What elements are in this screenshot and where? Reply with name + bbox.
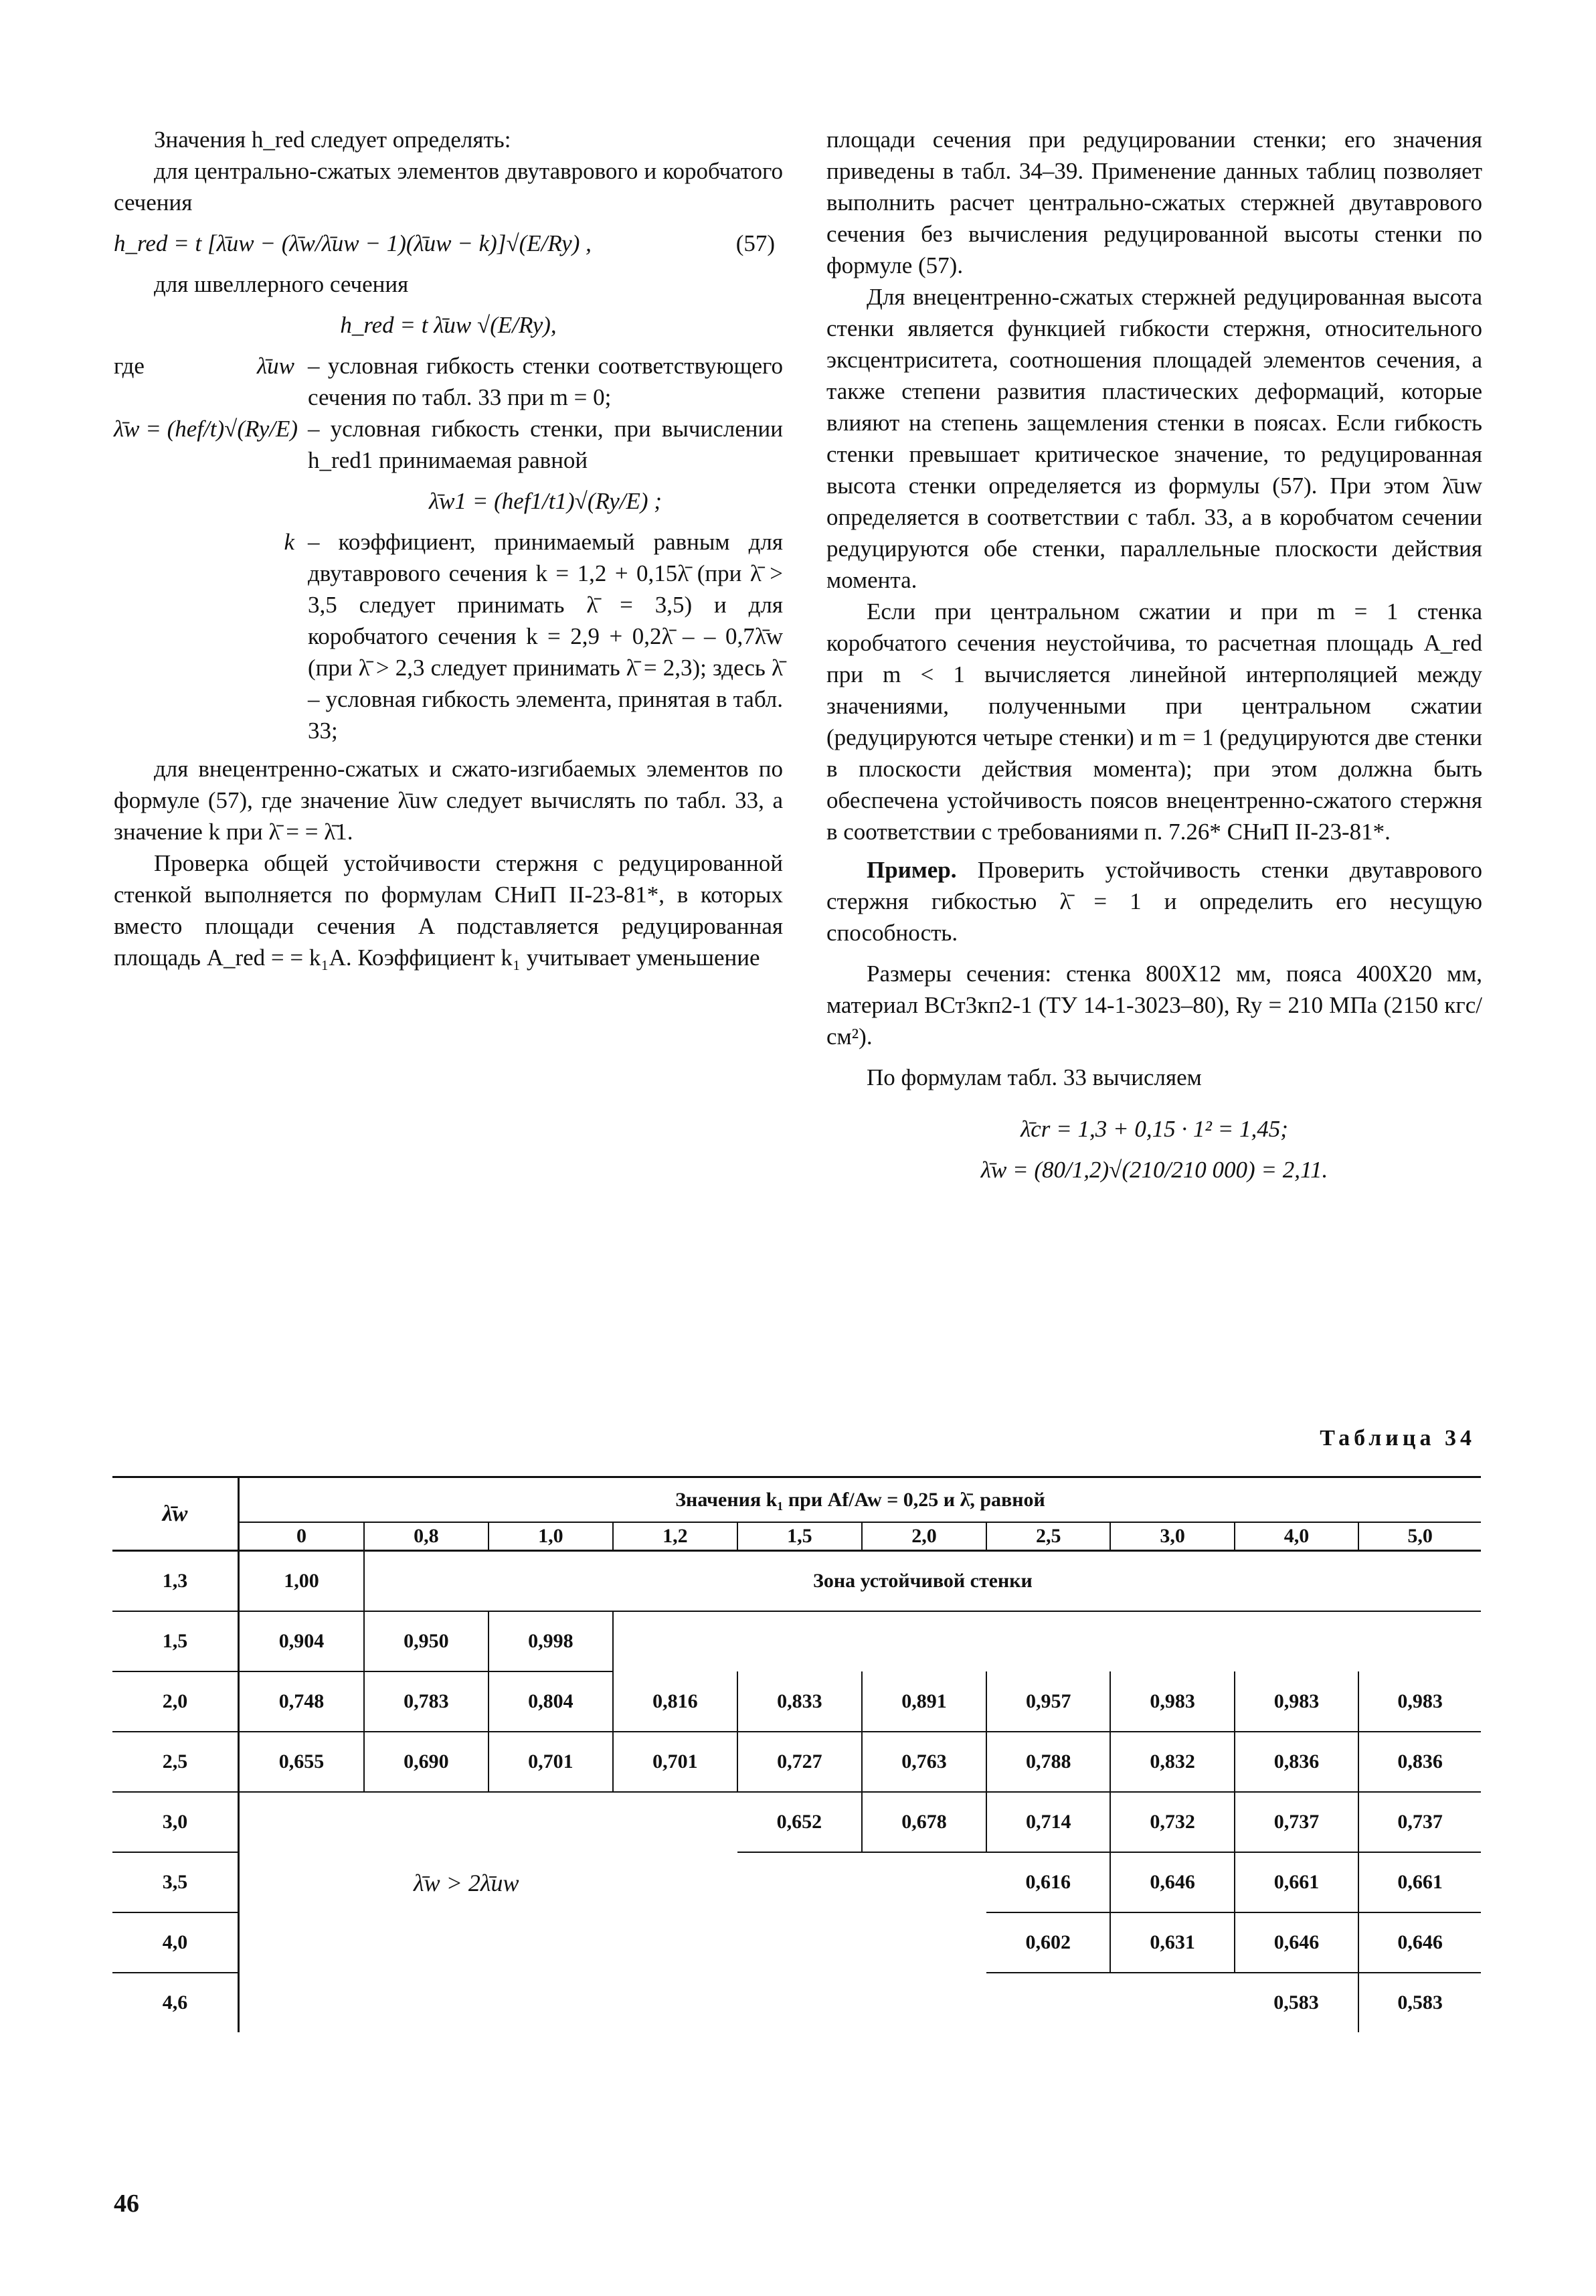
table-caption: Таблица 34 — [1320, 1426, 1476, 1451]
table-cell: 0,732 — [1110, 1792, 1234, 1852]
table-cell: 0,748 — [239, 1671, 364, 1732]
table-cell: 0,983 — [1358, 1671, 1481, 1732]
blank-cell — [613, 1611, 1481, 1671]
def3-text: – коэффициент, принимаемый равным для двутаврового сечения k = 1,2 + 0,15λ̄ (при λ̄ > 3,5 следует принимать λ̄ = 3,5) и для коробчатого сечения k = 2,9 + 0,2λ̄ – – 0,7λ̄w (при λ̄ > 2,3 следует принимать λ̄ = 2,3); здесь λ̄ – условная гибкость элемента, принятая в табл. 33; — [308, 529, 783, 744]
table-cell: 0,950 — [364, 1611, 489, 1671]
calc-lambda-w: λ̄w = (80/1,2)√(210/210 000) = 2,11. — [980, 1157, 1328, 1183]
unstable-region-label: λ̄w > 2λ̄uw — [414, 1869, 519, 1896]
column-header: 4,0 — [1235, 1522, 1358, 1551]
table-cell: 0,714 — [986, 1792, 1110, 1852]
table-cell: 0,583 — [1235, 1973, 1358, 2032]
table-cell: 0,631 — [1110, 1912, 1234, 1973]
stability-check-paragraph: Проверка общей устойчивости стержня с редуцированной стенкой выполняется по формулам СНиП II-23-81*, в которых вместо площади сечения A подставляется редуцированная площадь A_red = = k₁A. Коэффициент k₁ учитывает уменьшение — [114, 850, 783, 971]
row-lambda: 1,3 — [112, 1551, 239, 1612]
row-lambda: 1,5 — [112, 1611, 239, 1671]
formula-57-number: (57) — [735, 230, 775, 256]
formula-57-rhs: [λ̄uw − (λ̄w/λ̄uw − 1)(λ̄uw − k)]√(E/Ry) , — [207, 230, 592, 256]
table-cell: 0,737 — [1235, 1792, 1358, 1852]
table-cell: 0,816 — [613, 1671, 737, 1732]
table-cell: 0,836 — [1235, 1732, 1358, 1792]
stable-zone-label: Зона устойчивой стенки — [364, 1551, 1481, 1612]
def2-text: – условная гибкость стенки, при вычислении h_red1 принимаемая равной λ̄w1 = (hef1/t1)√(Ry/E) ; — [308, 413, 783, 526]
intro-text: Значения h_red следует определять: — [154, 127, 511, 153]
table-cell: 0,727 — [737, 1732, 862, 1792]
table-cell: 0,833 — [737, 1671, 862, 1732]
left-column — [114, 124, 783, 973]
def1-text: – условная гибкость стенки соответствующего сечения по табл. 33 при m = 0; — [308, 353, 783, 410]
right-column — [826, 124, 1482, 1195]
def2-symbol: λ̄w = (hef/t)√(Ry/E) — [114, 416, 298, 442]
table-cell: 0,602 — [986, 1912, 1110, 1973]
table-row — [112, 1611, 1481, 1671]
column-header: 1,5 — [737, 1522, 862, 1551]
table-cell: 0,788 — [986, 1732, 1110, 1792]
column-header: 0 — [239, 1522, 364, 1551]
table-cell: 0,583 — [1397, 1991, 1443, 2014]
example-paragraph — [826, 854, 1482, 949]
table-cell: 0,616 — [986, 1852, 1110, 1912]
column-header: 2,5 — [986, 1522, 1110, 1551]
calc-intro: По формулам табл. 33 вычисляем — [867, 1064, 1202, 1090]
table-cell: 0,763 — [862, 1732, 986, 1792]
table-cell: 0,737 — [1358, 1792, 1481, 1852]
where-label: где λ̄uw — [114, 350, 301, 413]
column-header: 0,8 — [364, 1522, 489, 1551]
table-cell: 0,701 — [613, 1732, 737, 1792]
case-eccentric-compression: для внецентренно-сжатых и сжато-изгибаемых элементов по формуле (57), где значение λ̄uw следует вычислять по табл. 33, а значение k при λ̄ = = λ̄1. — [114, 756, 783, 845]
table-cell: 0,983 — [1110, 1671, 1234, 1732]
table-row — [112, 1792, 1481, 1852]
table-cell: 0,655 — [239, 1732, 364, 1792]
blank-cell — [239, 1792, 737, 1852]
calc-lambda-cr: λ̄cr = 1,3 + 0,15 · 1² = 1,45; — [1021, 1116, 1288, 1142]
group-header: Значения k₁ при Af/Aw = 0,25 и λ̄, равной — [239, 1477, 1482, 1523]
blank-cell — [239, 1912, 987, 1973]
table-row — [112, 1671, 1481, 1732]
table-cell: 0,646 — [1358, 1912, 1481, 1973]
column-header: 1,2 — [613, 1522, 737, 1551]
page-number: 46 — [114, 2190, 139, 2218]
formula-channel: h_red = t λ̄uw √(E/Ry), — [340, 312, 557, 338]
column-header: 3,0 — [1110, 1522, 1234, 1551]
section-dimensions: Размеры сечения: стенка 800X12 мм, пояса 400X20 мм, материал ВСт3кп2-1 (ТУ 14-1-3023–80), Ry = 210 МПа (2150 кгс/см²). — [826, 961, 1482, 1050]
table-row — [112, 1912, 1481, 1973]
table-row — [112, 1551, 1481, 1612]
table-cell: 0,983 — [1235, 1671, 1358, 1732]
row-lambda: 4,6 — [112, 1973, 239, 2032]
case-channel-section: для швеллерного сечения — [154, 271, 409, 297]
row-lambda: 3,0 — [112, 1792, 239, 1852]
def3-symbol: k — [284, 529, 294, 555]
right-paragraph-2: Для внецентренно-сжатых стержней редуцированная высота стенки является функцией гибкости стержня, относительного эксцентриситета, соотношения площадей элементов сечения, а также степени развития пластических деформаций, которые влияют на степень защемления стенки в поясах. Если гибкость стенки превышает критическое значение, то редуцированная высота стенки определяется из формулы (57). При этом λ̄uw определяется в соответствии с табл. 33, а в коробчатом сечении редуцируются обе стенки, параллельные плоскости действия момента. — [826, 284, 1482, 593]
right-paragraph-3: Если при центральном сжатии и при m = 1 стенка коробчатого сечения неустойчива, то расчетная площадь A_red при m < 1 вычисляется линейной интерполяцией между значениями, полученными при центральном сжатии (редуцируются четыре стенки) и m = 1 (редуцируются две стенки в плоскости действия момента); при этом должна быть обеспечена устойчивость поясов внецентренно-сжатого стержня в соответствии с требованиями п. 7.26* СНиП II-23-81*. — [826, 598, 1482, 845]
example-text: Проверить устойчивость стенки двутаврового стержня гибкостью λ̄ = 1 и определить его несущую способность. — [826, 857, 1483, 946]
row-header: λ̄w — [112, 1477, 239, 1551]
table-cell: 0,701 — [489, 1732, 613, 1792]
case-central-compression: для центрально-сжатых элементов двутаврового и коробчатого сечения — [114, 158, 783, 216]
table-body — [112, 1551, 1481, 2033]
formula-57 — [114, 228, 783, 259]
table-cell: 0,690 — [364, 1732, 489, 1792]
column-header-row — [112, 1522, 1481, 1551]
table-cell: 0,678 — [862, 1792, 986, 1852]
table-cell: 0,652 — [737, 1792, 862, 1852]
table-cell: 0,957 — [986, 1671, 1110, 1732]
table-row — [112, 1852, 1481, 1912]
table-row — [112, 1732, 1481, 1792]
row-lambda: 2,5 — [112, 1732, 239, 1792]
formula-57-lhs: h_red = t — [114, 230, 202, 256]
table-cell: 1,00 — [239, 1551, 364, 1612]
row-lambda: 3,5 — [112, 1852, 239, 1912]
table-row — [112, 1973, 1481, 2032]
blank-cell — [239, 1973, 1235, 2032]
table-cell: 0,891 — [862, 1671, 986, 1732]
right-paragraph-1: площади сечения при редуцировании стенки; его значения приведены в табл. 34–39. Применение данных таблиц позволяет выполнить расчет центрально-сжатых стержней двутаврового сечения без вычисления редуцированной высоты стенки по формуле (57). — [826, 127, 1482, 278]
table-cell: 0,836 — [1358, 1732, 1481, 1792]
table-34 — [112, 1476, 1481, 2032]
column-header: 1,0 — [489, 1522, 613, 1551]
def2-formula: λ̄w1 = (hef1/t1)√(Ry/E) ; — [429, 488, 662, 514]
definitions-list — [114, 350, 783, 746]
def1-symbol: λ̄uw — [256, 353, 294, 379]
row-lambda: 4,0 — [112, 1912, 239, 1973]
table-cell: 0,646 — [1235, 1912, 1358, 1973]
table-cell: 0,646 — [1110, 1852, 1234, 1912]
table-cell: 0,904 — [239, 1611, 364, 1671]
table-cell: 0,661 — [1235, 1852, 1358, 1912]
column-header: 2,0 — [862, 1522, 986, 1551]
row-lambda: 2,0 — [112, 1671, 239, 1732]
column-header: 5,0 — [1358, 1522, 1481, 1551]
example-label: Пример. — [867, 857, 957, 883]
table-cell: 0,661 — [1358, 1852, 1481, 1912]
table-cell: 0,804 — [489, 1671, 613, 1732]
table-cell: 0,998 — [489, 1611, 613, 1671]
table-cell: 0,783 — [364, 1671, 489, 1732]
table-cell: 0,832 — [1110, 1732, 1234, 1792]
